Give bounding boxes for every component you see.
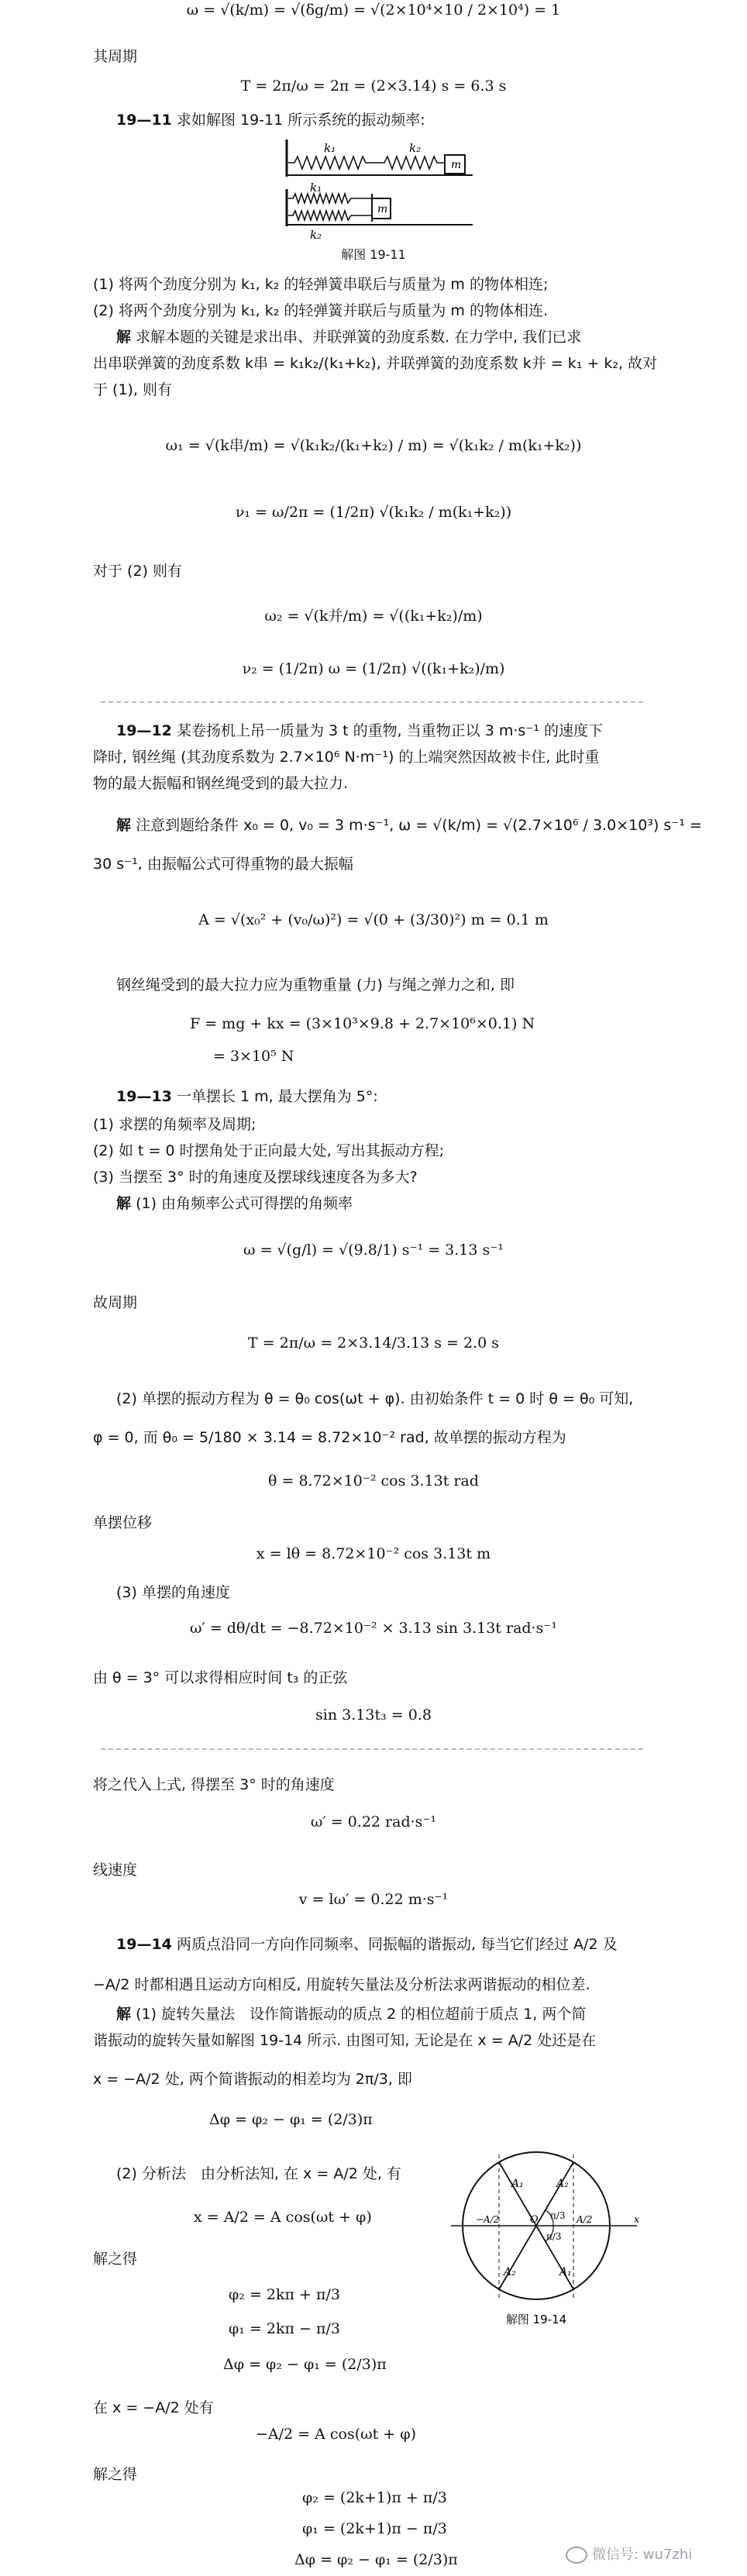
problem-statement: 某卷扬机上吊一质量为 3 t 的重物, 当重物正以 3 m·s⁻¹ 的速度下 — [176, 722, 603, 739]
page-divider — [101, 1748, 643, 1750]
equation-nu2: ν₂ = (1/2π) ω = (1/2π) √((k₁+k₂)/m) — [242, 660, 505, 677]
label-origin: O — [530, 2214, 539, 2226]
solution-line: (3) 单摆的角速度 — [116, 1584, 230, 1601]
solution-label: 解 — [116, 1195, 132, 1212]
figure-caption-19-14: 解图 19-14 — [505, 2313, 567, 2326]
equation-period: T = 2π/ω = 2×3.14/3.13 s = 2.0 s — [248, 1334, 499, 1352]
at-negative-label: 在 x = −A/2 处有 — [93, 2399, 214, 2416]
vector-a2-lower — [499, 2226, 536, 2289]
solution-19-13 — [116, 1192, 353, 1213]
equation-sine: sin 3.13t₃ = 0.8 — [315, 1706, 432, 1724]
tension-text: 钢丝绳受到的最大拉力应为重物重量 (力) 与绳之弹力之和, 即 — [116, 976, 515, 994]
period-equation: T = 2π/ω = 2π = (2×3.14) s = 6.3 s — [240, 77, 507, 95]
question-1: (1) 求摆的角频率及周期; — [93, 1116, 256, 1133]
problem-statement: 降时, 钢丝绳 (其劲度系数为 2.7×10⁶ N·m⁻¹) 的上端突然因故被卡住, 此时重 — [93, 749, 600, 766]
equation-phase-difference: Δφ = φ₂ − φ₁ = (2/3)π — [209, 2111, 373, 2128]
top-equation: ω = √(k/m) = √(δg/m) = √(2×10⁴×10 / 2×10⁴) = 1 — [186, 2, 561, 19]
watermark-text: 微信号: wu7zhi — [592, 2547, 693, 2563]
solution-line: (1) 由角频率公式可得摆的角频率 — [136, 1195, 353, 1212]
spring-k1-parallel — [288, 194, 372, 203]
solution-line: (1) 旋转矢量法 设作简谐振动的质点 2 的相位超前于质点 1, 两个简 — [136, 2006, 587, 2023]
solve-label: 解之得 — [93, 2466, 138, 2483]
problem-19-14-heading — [116, 1933, 618, 1954]
equation-phase-difference: Δφ = φ₂ − φ₁ = (2/3)π — [223, 2356, 387, 2373]
solution-line: 注意到题给条件 x₀ = 0, v₀ = 3 m·s⁻¹, ω = √(k/m) = √(2.7×10⁶ / 3.0×10³) s⁻¹ = — [136, 817, 702, 834]
question-2: (2) 如 t = 0 时摆角处于正向最大处, 写出其振动方程; — [93, 1142, 445, 1159]
equation-phi2: φ₂ = 2kπ + π/3 — [229, 2286, 340, 2303]
solution-line: 30 s⁻¹, 由振幅公式可得重物的最大振幅 — [93, 856, 353, 873]
label-k2-top: k₂ — [409, 141, 422, 155]
equation-x-positive: x = A/2 = A cos(ωt + φ) — [194, 2209, 372, 2226]
equation-phi2: φ₂ = (2k+1)π + π/3 — [302, 2489, 447, 2506]
equation-omega1: ω₁ = √(k串/m) = √(k₁k₂/(k₁+k₂) / m) = √(k₁k₂ / m(k₁+k₂)) — [165, 437, 582, 454]
problem-19-11-heading — [116, 108, 425, 129]
problem-number: 19—12 — [116, 722, 172, 739]
equation-angular-velocity: ω′ = dθ/dt = −8.72×10⁻² × 3.13 sin 3.13t rad·s⁻¹ — [189, 1620, 557, 1637]
part-1: (1) 将两个劲度分别为 k₁, k₂ 的轻弹簧串联后与质量为 m 的物体相连; — [93, 276, 549, 293]
displacement-label: 单摆位移 — [93, 1514, 153, 1531]
label-a1: A₁ — [511, 2178, 524, 2190]
spring-k1-series — [288, 157, 380, 169]
solution-line: 出串联弹簧的劲度系数 k串 = k₁k₂/(k₁+k₂), 并联弹簧的劲度系数 k并 = k₁ + k₂, 故对 — [93, 355, 658, 372]
equation-x-negative: −A/2 = A cos(ωt + φ) — [256, 2426, 416, 2443]
label-neg-a2: −A/2 — [476, 2214, 500, 2225]
problem-19-13-heading — [116, 1085, 378, 1106]
rotating-vector-figure — [443, 2139, 645, 2333]
solution-label: 解 — [116, 329, 132, 346]
equation-angular-velocity-value: ω′ = 0.22 rad·s⁻¹ — [310, 1813, 437, 1830]
problem-number: 19—13 — [116, 1088, 172, 1105]
linear-velocity-label: 线速度 — [93, 1861, 138, 1879]
solve-label: 解之得 — [93, 2251, 138, 2268]
spring-k2-parallel — [288, 211, 372, 220]
equation-nu1: ν₁ = ω/2π = (1/2π) √(k₁k₂ / m(k₁+k₂)) — [235, 504, 512, 521]
equation-theta: θ = 8.72×10⁻² cos 3.13t rad — [268, 1472, 479, 1489]
label-m-bottom: m — [377, 203, 388, 215]
wechat-watermark — [566, 2543, 692, 2564]
problem-statement: 物的最大振幅和钢丝绳受到的最大拉力. — [93, 775, 349, 792]
solution-line: (2) 单摆的振动方程为 θ = θ₀ cos(ωt + φ). 由初始条件 t = 0 时 θ = θ₀ 可知, — [116, 1390, 634, 1407]
solution-19-11 — [116, 325, 581, 346]
analytic-method: (2) 分析法 由分析法知, 在 x = A/2 处, 有 — [116, 2165, 401, 2182]
equation-force-result: = 3×10⁵ N — [213, 1048, 294, 1065]
solution-line: φ = 0, 而 θ₀ = 5/180 × 3.14 = 8.72×10⁻² rad, 故单摆的振动方程为 — [93, 1429, 566, 1446]
substitute-text: 将之代入上式, 得摆至 3° 时的角速度 — [93, 1776, 335, 1793]
solution-line: x = −A/2 处, 两个简谐振动的相差均为 2π/3, 即 — [93, 2071, 412, 2088]
label-a2-lower: A₂ — [504, 2266, 516, 2278]
problem-statement: 求如解图 19-11 所示系统的振动频率: — [176, 112, 425, 129]
label-m-top: m — [451, 159, 462, 171]
equation-omega: ω = √(g/l) = √(9.8/1) s⁻¹ = 3.13 s⁻¹ — [243, 1242, 504, 1259]
label-k1-bottom: k₁ — [310, 181, 322, 195]
solution-19-14 — [116, 2003, 586, 2023]
label-pi3-upper: π/3 — [550, 2210, 566, 2221]
period-label: 故周期 — [93, 1294, 138, 1311]
solution-19-12 — [116, 814, 702, 835]
page-divider — [101, 701, 643, 703]
spring-k2-series — [380, 157, 445, 169]
solution-label: 解 — [116, 2006, 132, 2023]
equation-phase-difference: Δφ = φ₂ − φ₁ = (2/3)π — [294, 2551, 458, 2568]
equation-phi1: φ₁ = 2kπ − π/3 — [229, 2320, 340, 2337]
label-pos-a2: A/2 — [577, 2214, 593, 2225]
problem-statement: 一单摆长 1 m, 最大摆角为 5°: — [176, 1088, 378, 1105]
solution-line: 谐振动的旋转矢量如解图 19-14 所示. 由图可知, 无论是在 x = A/2 处还是在 — [93, 2032, 597, 2049]
period-heading: 其周期 — [93, 48, 138, 65]
solution-line: 求解本题的关键是求出串、并联弹簧的劲度系数. 在力学中, 我们已求 — [136, 329, 582, 346]
label-a2: A₂ — [556, 2178, 569, 2190]
label-a1-lower: A₁ — [559, 2266, 572, 2278]
for-part-2: 对于 (2) 则有 — [93, 563, 182, 580]
equation-displacement: x = lθ = 8.72×10⁻² cos 3.13t m — [256, 1545, 491, 1562]
equation-force: F = mg + kx = (3×10³×9.8 + 2.7×10⁶×0.1) N — [190, 1015, 535, 1032]
theta-3-text: 由 θ = 3° 可以求得相应时间 t₃ 的正弦 — [93, 1669, 348, 1686]
equation-amplitude: A = √(x₀² + (v₀/ω)²) = √(0 + (3/30)²) m = 0.1 m — [198, 911, 549, 928]
label-pi3-lower: π/3 — [546, 2231, 562, 2242]
wechat-icon — [566, 2547, 587, 2564]
problem-19-12-heading — [116, 719, 603, 740]
equation-linear-velocity: v = lω′ = 0.22 m·s⁻¹ — [298, 1891, 449, 1908]
figure-caption-19-11: 解图 19-11 — [341, 247, 406, 262]
solution-line: 于 (1), 则有 — [93, 381, 173, 398]
equation-omega2: ω₂ = √(k并/m) = √((k₁+k₂)/m) — [264, 608, 483, 625]
problem-statement: 两质点沿同一方向作同频率、同振幅的谐振动, 每当它们经过 A/2 及 — [176, 1936, 618, 1953]
equation-phi1: φ₁ = (2k+1)π − π/3 — [302, 2520, 447, 2537]
solution-label: 解 — [116, 817, 132, 834]
label-x-axis: x — [634, 2214, 640, 2226]
problem-number: 19—11 — [116, 112, 172, 129]
part-2: (2) 将两个劲度分别为 k₁, k₂ 的轻弹簧并联后与质量为 m 的物体相连. — [93, 302, 548, 319]
problem-number: 19—14 — [116, 1936, 172, 1953]
label-k2-bottom: k₂ — [310, 228, 322, 242]
question-3: (3) 当摆至 3° 时的角速度及摆球线速度各为多大? — [93, 1169, 418, 1186]
problem-statement: −A/2 时都相遇且运动方向相反, 用旋转矢量法及分析法求两谐振动的相位差. — [93, 1976, 590, 1993]
spring-system-figure — [279, 133, 480, 242]
label-k1-top: k₁ — [324, 141, 336, 155]
